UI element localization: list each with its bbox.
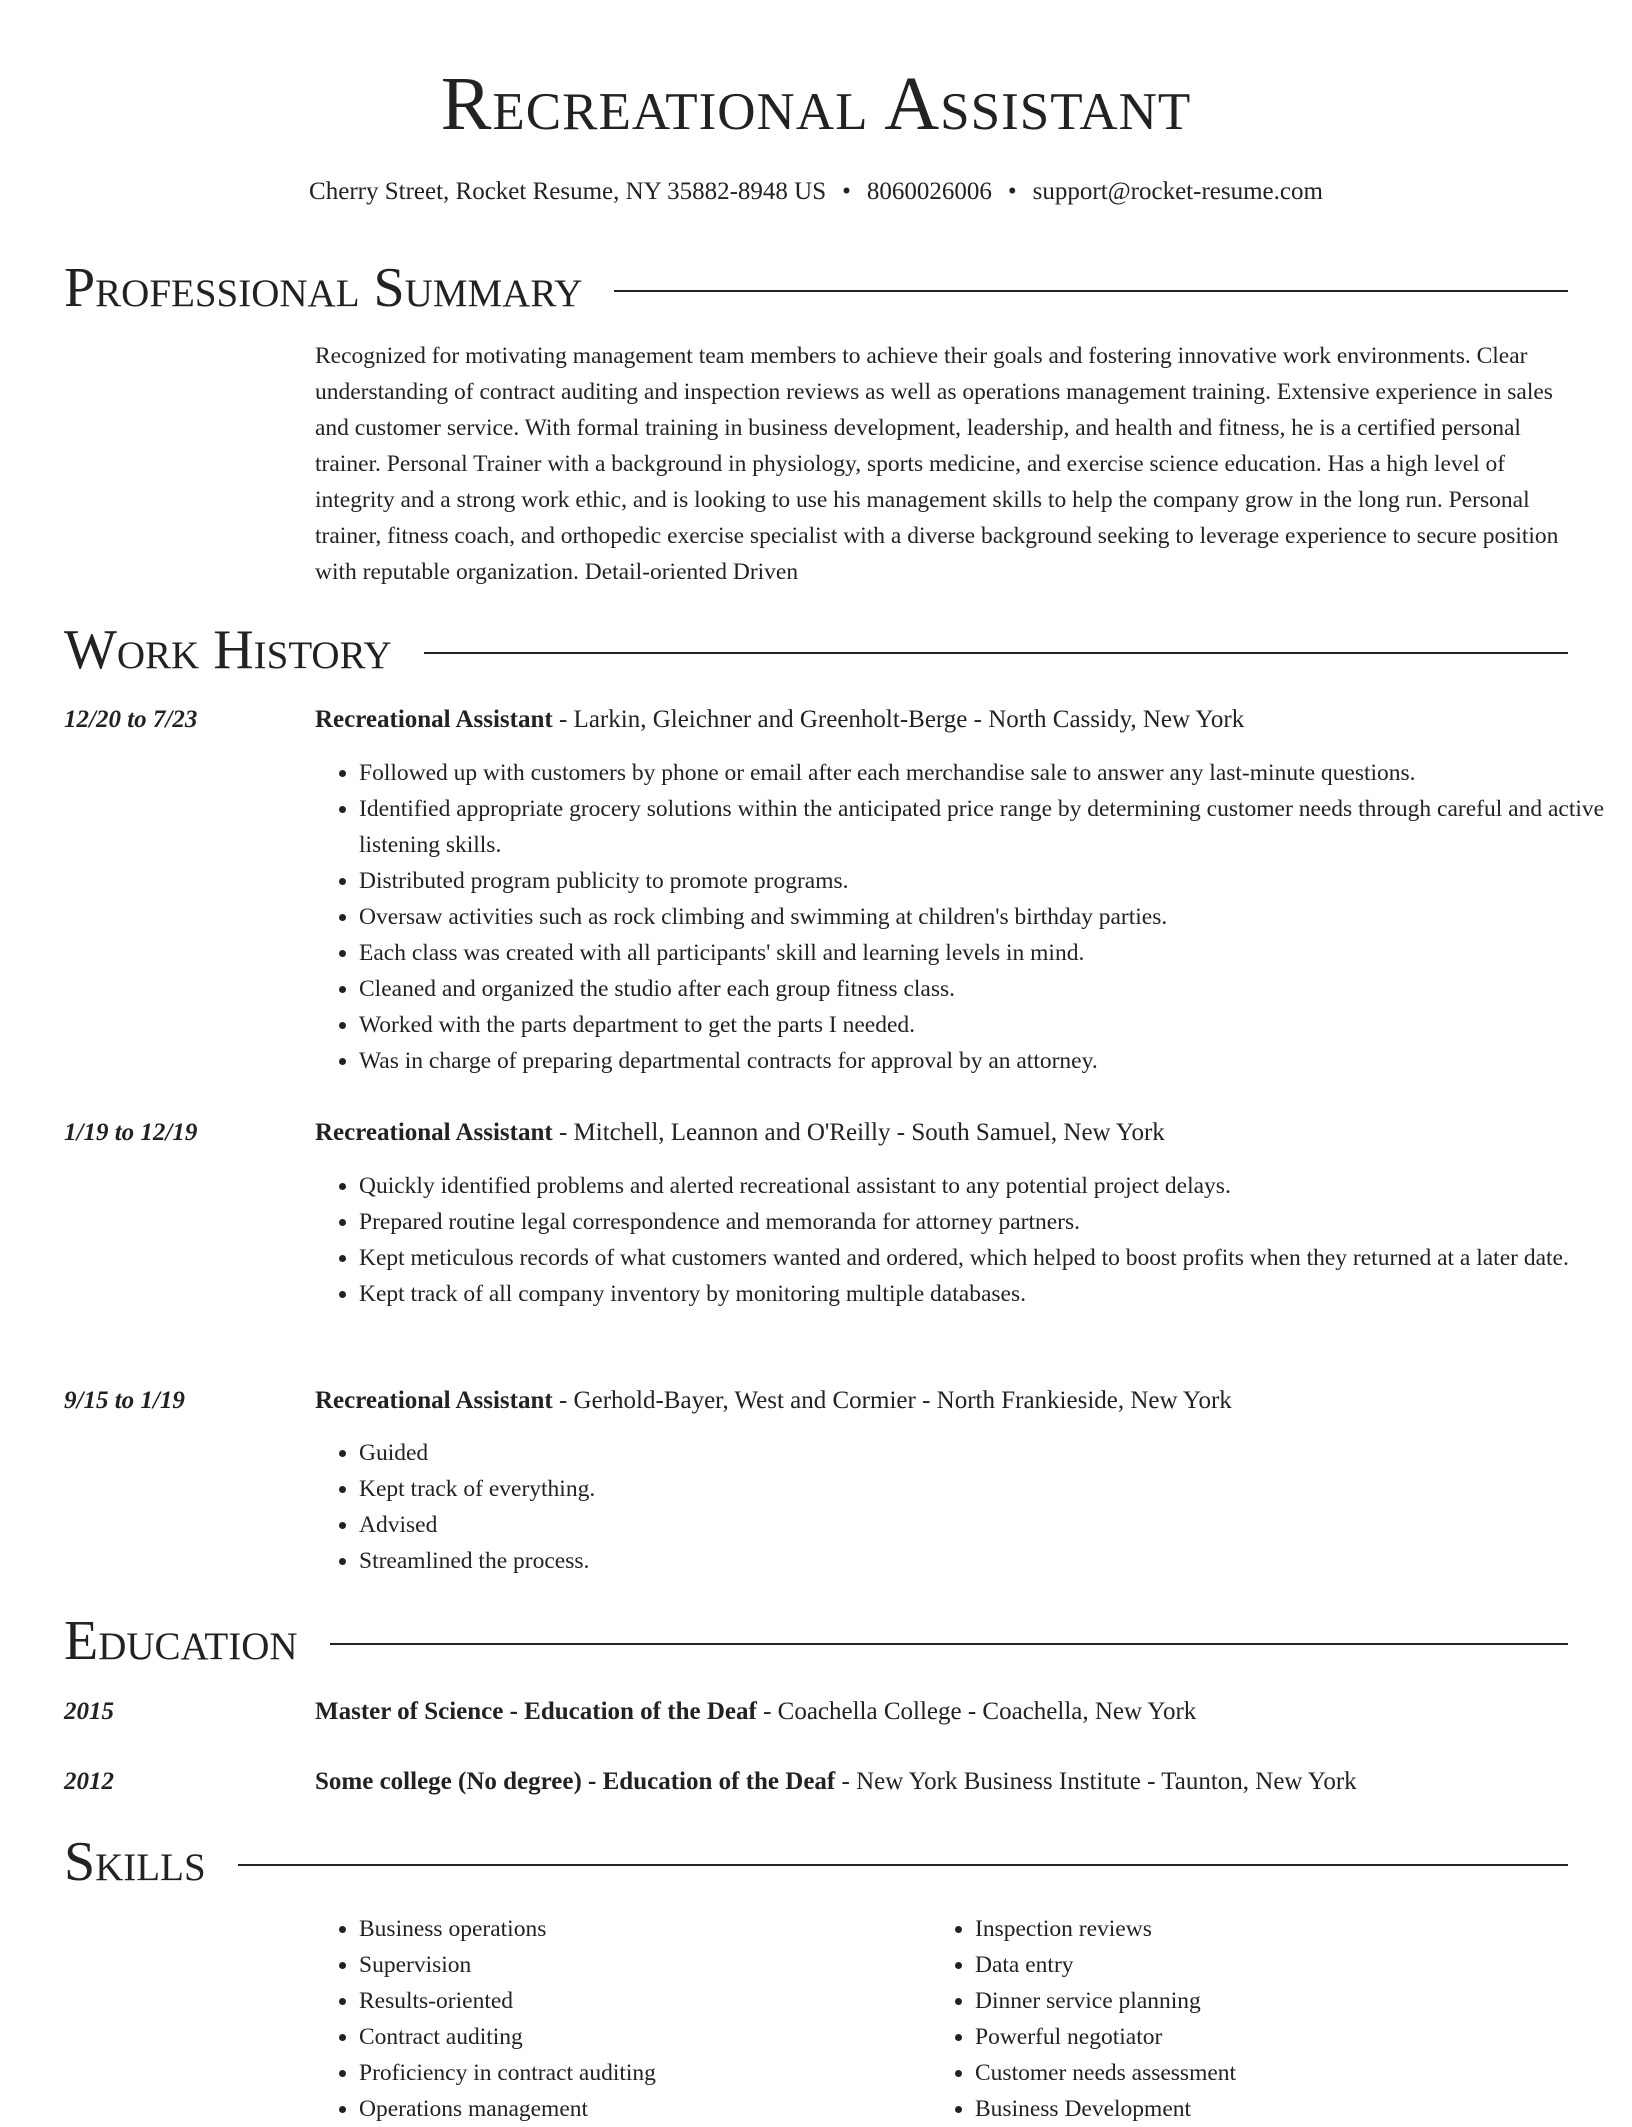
work-heading (315, 1381, 1568, 1421)
list-item: • Distributed program publicity to promote programs. (359, 863, 1612, 899)
section-divider (238, 1864, 1568, 1866)
section-title: Education (64, 1610, 298, 1672)
education-heading (315, 1762, 1568, 1802)
work-date: 9/15 to 1/19 (64, 1387, 185, 1414)
contact-phone: 8060026006 (866, 178, 992, 205)
education-degree: Master of Science - Education of the Deaf (315, 1698, 757, 1725)
skill-item: • Supervision (359, 1947, 929, 1983)
section-title: Skills (64, 1831, 206, 1893)
skill-item: • Business Development (975, 2091, 1575, 2127)
list-item: • Kept track of all company inventory by monitoring multiple databases. (359, 1276, 1612, 1312)
skill-item: • Business operations (359, 1911, 929, 1947)
section-professional-summary (64, 253, 1568, 323)
section-title: Professional Summary (64, 257, 583, 319)
skills-list-right (931, 1911, 1575, 2127)
skill-item: • Data entry (975, 1947, 1575, 1983)
skill-item: • Contract auditing (359, 2019, 929, 2055)
list-item: • Each class was created with all participants' skill and learning levels in mind. (359, 935, 1612, 971)
list-item: • Worked with the parts department to get the parts I needed. (359, 1007, 1612, 1043)
education-degree: Some college (No degree) - Education of the Deaf (315, 1768, 836, 1795)
section-divider (424, 652, 1568, 654)
work-date: 1/19 to 12/19 (64, 1119, 198, 1146)
work-bullets (315, 755, 1612, 1079)
summary-text: Recognized for motivating management team members to achieve their goals and fostering innovative work environments. Clear understanding of contract auditing and inspection reviews as well as operations management training. Extensive experience in sales and customer service. With formal training in business development, leadership, and health and fitness, he is a certified personal trainer. Personal Trainer with a background in physiology, sports medicine, and exercise science education. Has a high level of integrity and a strong work ethic, and is looking to use his management skills to help the company grow in the long run. Personal trainer, fitness coach, and orthopedic exercise specialist with a diverse background seeking to leverage experience to secure position with reputable organization. Detail-oriented Driven (315, 343, 1559, 585)
list-item: • Oversaw activities such as rock climbing and swimming at children's birthday parties. (359, 899, 1612, 935)
list-item: • Was in charge of preparing departmental contracts for approval by an attorney. (359, 1043, 1612, 1079)
skill-item: • Customer needs assessment (975, 2055, 1575, 2091)
skill-item: • Dinner service planning (975, 1983, 1575, 2019)
section-education (64, 1606, 1568, 1676)
education-date: 2015 (64, 1698, 114, 1725)
work-details: - Mitchell, Leannon and O'Reilly - South Samuel, New York (552, 1119, 1165, 1146)
list-item: • Guided (359, 1435, 1612, 1471)
section-title: Work History (64, 619, 392, 681)
section-divider (330, 1643, 1568, 1645)
contact-separator: • (1007, 178, 1017, 205)
skill-item: • Operations management (359, 2091, 929, 2127)
contact-separator: • (842, 178, 851, 205)
list-item: • Followed up with customers by phone or email after each merchandise sale to answer any last-minute questions. (359, 755, 1612, 791)
list-item: • Identified appropriate grocery solutions within the anticipated price range by determining customer needs through careful and active listening skills. (359, 791, 1612, 863)
list-item: • Prepared routine legal correspondence and memoranda for attorney partners. (359, 1204, 1612, 1240)
resume-name: Recreational Assistant (440, 62, 1192, 146)
contact-line (0, 172, 1632, 212)
contact-address: Cherry Street, Rocket Resume, NY 35882-8948 US (309, 178, 827, 205)
list-item: • Advised (359, 1507, 1612, 1543)
list-item: • Kept meticulous records of what customers wanted and ordered, which helped to boost profits when they returned at a later date. (359, 1240, 1612, 1276)
skill-item: • Inspection reviews (975, 1911, 1575, 1947)
section-skills (64, 1827, 1568, 1897)
education-details: - New York Business Institute - Taunton, New York (835, 1768, 1357, 1795)
work-heading (315, 700, 1568, 740)
work-date: 12/20 to 7/23 (64, 706, 198, 733)
list-item: • Streamlined the process. (359, 1543, 1612, 1579)
education-details: - Coachella College - Coachella, New York (756, 1698, 1197, 1725)
work-title: Recreational Assistant (315, 1119, 553, 1146)
section-work-history (64, 615, 1568, 685)
skill-item: • Results-oriented (359, 1983, 929, 2019)
section-divider (614, 290, 1568, 292)
skills-list-left (315, 1911, 929, 2127)
skill-item: • Proficiency in contract auditing (359, 2055, 929, 2091)
education-heading (315, 1692, 1568, 1732)
work-bullets (315, 1168, 1612, 1312)
work-bullets (315, 1435, 1612, 1579)
work-details: - Gerhold-Bayer, West and Cormier - North Frankieside, New York (552, 1387, 1232, 1414)
education-date: 2012 (64, 1768, 114, 1795)
list-item: • Cleaned and organized the studio after each group fitness class. (359, 971, 1612, 1007)
list-item: • Kept track of everything. (359, 1471, 1612, 1507)
work-heading (315, 1113, 1568, 1153)
skill-item: • Powerful negotiator (975, 2019, 1575, 2055)
work-title: Recreational Assistant (315, 706, 553, 733)
contact-email: support@rocket-resume.com (1032, 178, 1323, 205)
work-title: Recreational Assistant (315, 1387, 553, 1414)
list-item: • Quickly identified problems and alerted recreational assistant to any potential project delays. (359, 1168, 1612, 1204)
work-details: - Larkin, Gleichner and Greenholt-Berge - North Cassidy, New York (552, 706, 1245, 733)
